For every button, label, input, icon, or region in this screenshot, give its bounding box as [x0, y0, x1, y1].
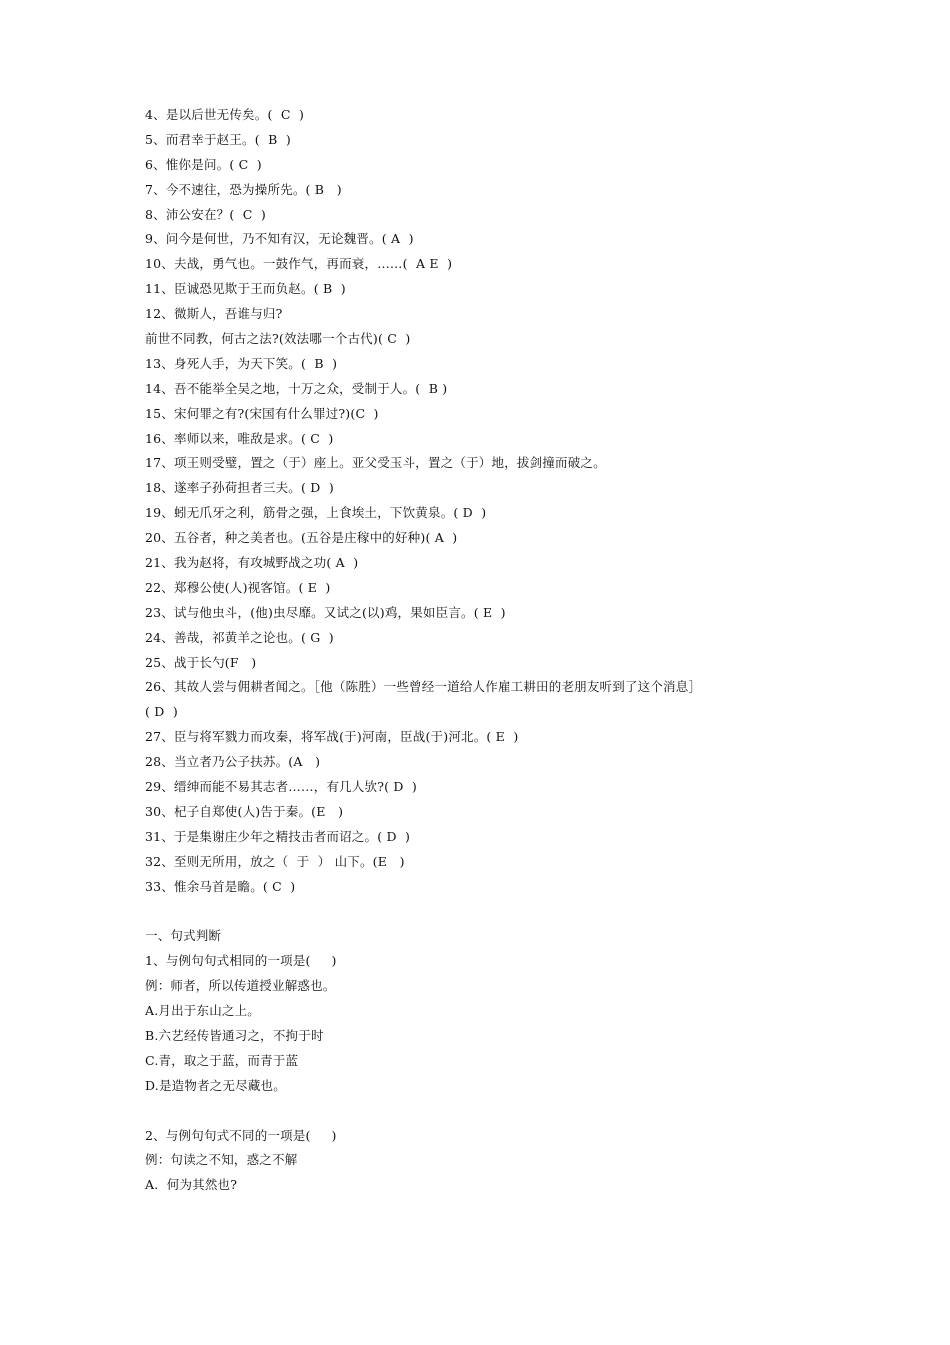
list-item: 16、率师以来，唯敌是求。( C ): [145, 430, 334, 446]
list-item: 20、五谷者，种之美者也。(五谷是庄稼中的好种)( A ): [145, 530, 458, 546]
list-item: 24、善哉，祁黄羊之论也。( G ): [145, 629, 334, 645]
list-item: ( D ): [145, 704, 178, 720]
question-option: C.青，取之于蓝，而青于蓝: [145, 1052, 299, 1068]
question-option: A. 何为其然也?: [145, 1177, 238, 1193]
list-item: 5、而君幸于赵王。( B ): [145, 131, 291, 147]
list-item: 9、问今是何世，乃不知有汉，无论魏晋。( A ): [145, 231, 414, 247]
list-item: 29、缙绅而能不易其志者……，有几人欤?( D ): [145, 779, 418, 795]
list-item: 17、项王则受璧，置之（于）座上。亚父受玉斗，置之（于）地，拔剑撞而破之。: [145, 455, 606, 471]
list-item: 4、是以后世无传矣。( C ): [145, 107, 305, 122]
list-item: 22、郑穆公使(人)视客馆。( E ): [145, 579, 331, 595]
list-item: 28、当立者乃公子扶苏。(A ): [145, 754, 321, 770]
list-item: 10、夫战，勇气也。一鼓作气，再而衰，……( A E ): [145, 256, 453, 272]
list-item: 8、沛公安在？( C ): [145, 206, 266, 222]
list-item: 19、蚓无爪牙之利，筋骨之强，上食埃土，下饮黄泉。( D ): [145, 505, 487, 521]
list-item: 21、我为赵将，有攻城野战之功( A ): [145, 555, 359, 571]
section-sentence-patterns: [145, 924, 805, 1198]
list-item: 15、宋何罪之有?(宋国有什么罪过?)(C ): [145, 405, 379, 421]
list-item: 25、战于长勺(F ): [145, 654, 257, 670]
question-example: 例：师者，所以传道授业解惑也。: [145, 978, 336, 994]
list-item: 13、身死人手，为天下笑。( B ): [145, 355, 338, 371]
question-prompt: 2、与例句句式不同的一项是( ): [145, 1127, 337, 1143]
answer-list: [145, 103, 805, 900]
list-item: 33、惟余马首是瞻。( C ): [145, 878, 296, 894]
list-item: 14、吾不能举全吴之地，十万之众，受制于人。( B ): [145, 380, 448, 396]
list-item: 31、于是集谢庄少年之精技击者而诏之。( D ): [145, 828, 411, 844]
list-item: 6、惟你是问。( C ): [145, 156, 262, 172]
list-item: 12、微斯人，吾谁与归?: [145, 306, 283, 322]
list-item: 11、臣诚恐见欺于王而负赵。( B ): [145, 281, 346, 297]
list-item: 18、遂率子孙荷担者三夫。( D ): [145, 480, 334, 496]
list-item: 23、试与他虫斗，(他)虫尽靡。又试之(以)鸡，果如臣言。( E ): [145, 604, 506, 620]
document-page: [145, 103, 805, 1198]
spacer: [145, 900, 805, 925]
question-prompt: 1、与例句句式相同的一项是( ): [145, 953, 337, 969]
list-item: 30、杞子自郑使(人)告于秦。(E ): [145, 803, 344, 819]
list-item: 27、臣与将军戮力而攻秦，将军战(于)河南，臣战(于)河北。( E ): [145, 729, 519, 745]
section-heading: 一、句式判断: [145, 928, 222, 944]
question-example: 例：句读之不知，惑之不解: [145, 1152, 298, 1168]
list-item: 32、至则无所用，放之（ 于 ） 山下。(E ): [145, 853, 405, 869]
question-option: D.是造物者之无尽藏也。: [145, 1077, 286, 1093]
list-item: 7、今不速往，恐为操所先。( B ): [145, 181, 342, 197]
question-option: A.月出于东山之上。: [145, 1003, 261, 1019]
list-item: 前世不同教，何古之法?(效法哪一个古代)( C ): [145, 331, 411, 347]
question-option: B.六艺经传皆通习之，不拘于时: [145, 1027, 324, 1043]
spacer: [145, 1099, 805, 1124]
list-item: 26、其故人尝与佣耕者闻之。［他（陈胜）一些曾经一道给人作雇工耕田的老朋友听到了这个消息］: [145, 679, 702, 695]
